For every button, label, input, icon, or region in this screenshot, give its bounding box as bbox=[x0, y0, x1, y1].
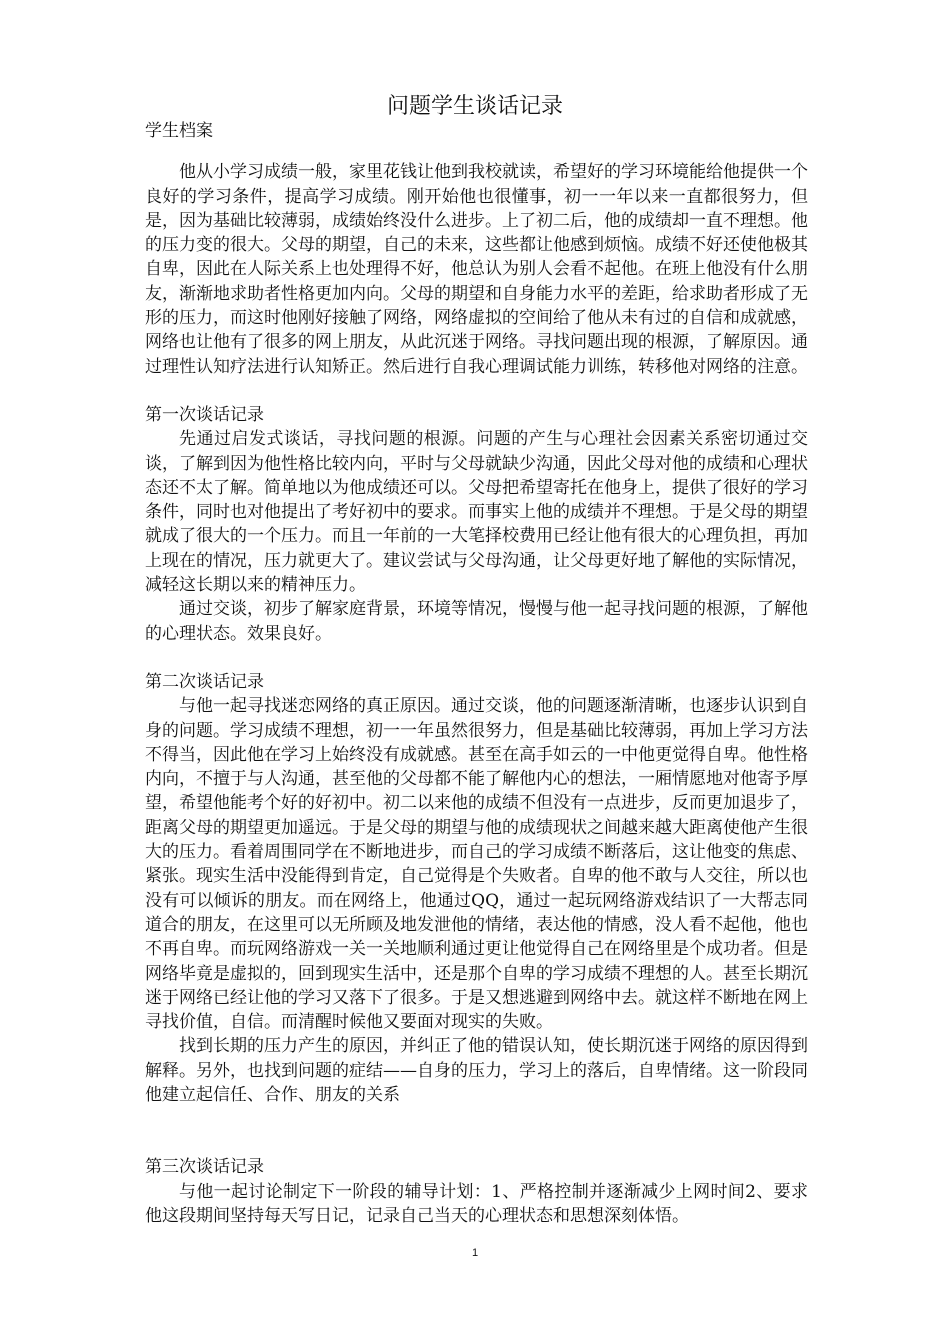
section-heading: 第三次谈话记录 bbox=[145, 1157, 264, 1178]
body-paragraph: 与他一起讨论制定下一阶段的辅导计划：1、严格控制并逐渐减少上网时间2、要求他这段期间坚持每天写日记，记录自己当天的心理状态和思想深刻体悟。 bbox=[145, 1181, 808, 1226]
body-paragraph: 与他一起寻找迷恋网络的真正原因。通过交谈，他的问题逐渐清晰，也逐步认识到自身的问题。学习成绩不理想，初一一年虽然很努力，但是基础比较薄弱，再加上学习方法不得当，因此他在学习上始终没有成就感。甚至在高手如云的一中他更觉得自卑。他性格内向，不擅于与人沟通，甚至他的父母都不能了解他内心的想法，一厢情愿地对他寄予厚望，希望他能考个好的好初中。初二以来他的成绩不但没有一点进步，反而更加退步了，距离父母的期望更加遥远。于是父母的期望与他的成绩现状之间越来越大距离使他产生很大的压力。看着周围同学在不断地进步，而自己的学习成绩不断落后，这让他变的焦虑、紧张。现实生活中没能得到肯定，自己觉得是个失败者。自卑的他不敢与人交往，所以也没有可以倾诉的朋友。而在网络上，他通过QQ，通过一起玩网络游戏结识了一大帮志同道合的朋友，在这里可以无所顾及地发泄他的情绪，表达他的情感，没人看不起他，他也不再自卑。而玩网络游戏一关一关地顺利通过更让他觉得自己在网络里是个成功者。但是网络毕竟是虚拟的，回到现实生活中，还是那个自卑的学习成绩不理想的人。甚至长期沉迷于网络已经让他的学习又落下了很多。于是又想逃避到网络中去。就这样不断地在网上寻找价值，自信。而清醒时候他又要面对现实的失败。 bbox=[145, 696, 808, 1033]
body-paragraph: 找到长期的压力产生的原因，并纠正了他的错误认知，使长期沉迷于网络的原因得到解释。另外，也找到问题的症结——自身的压力，学习上的落后，自卑情绪。这一阶段同他建立起信任、合作、朋友的关系 bbox=[145, 1036, 808, 1105]
section-student-profile bbox=[145, 119, 808, 379]
document-body bbox=[145, 119, 808, 1228]
section-heading: 第二次谈话记录 bbox=[145, 671, 264, 692]
document-title: 问题学生谈话记录 bbox=[386, 94, 563, 119]
page-number: 1 bbox=[471, 1247, 479, 1259]
body-paragraph: 先通过启发式谈话，寻找问题的根源。问题的产生与心理社会因素关系密切通过交谈，了解到因为他性格比较内向，平时与父母就缺少沟通，因此父母对他的成绩和心理状态还不太了解。简单地以为他成绩还可以。父母把希望寄托在他身上，提供了很好的学习条件，同时也对他提出了考好初中的要求。而事实上他的成绩并不理想。于是父母的期望就成了很大的一个压力。而且一年前的一大笔择校费用已经让他有很大的心理负担，再加上现在的情况，压力就更大了。建议尝试与父母沟通，让父母更好地了解他的实际情况，减轻这长期以来的精神压力。 bbox=[145, 429, 808, 596]
section-heading: 第一次谈话记录 bbox=[145, 404, 264, 425]
body-paragraph: 他从小学习成绩一般，家里花钱让他到我校就读，希望好的学习环境能给他提供一个良好的学习条件，提高学习成绩。刚开始他也很懂事，初一一年以来一直都很努力，但是，因为基础比较薄弱，成绩始终没什么进步。上了初二后，他的成绩却一直不理想。他的压力变的很大。父母的期望，自己的未来，这些都让他感到烦恼。成绩不好还使他极其自卑，因此在人际关系上也处理得不好，他总认为别人会看不起他。在班上他没有什么朋友，渐渐地求助者性格更加内向。父母的期望和自身能力水平的差距，给求助者形成了无形的压力，而这时他刚好接触了网络，网络虚拟的空间给了他从未有过的自信和成就感，网络也让他有了很多的网上朋友，从此沉迷于网络。寻找问题出现的根源，了解原因。通过理性认知疗法进行认知矫正。然后进行自我心理调试能力训练，转移他对网络的注意。 bbox=[145, 162, 808, 377]
section-first-talk bbox=[145, 403, 808, 646]
section-heading: 学生档案 bbox=[145, 121, 213, 141]
section-second-talk bbox=[145, 670, 808, 1107]
section-third-talk bbox=[145, 1155, 808, 1228]
body-paragraph: 通过交谈，初步了解家庭背景，环境等情况，慢慢与他一起寻找问题的根源，了解他的心理状态。效果良好。 bbox=[145, 599, 808, 644]
